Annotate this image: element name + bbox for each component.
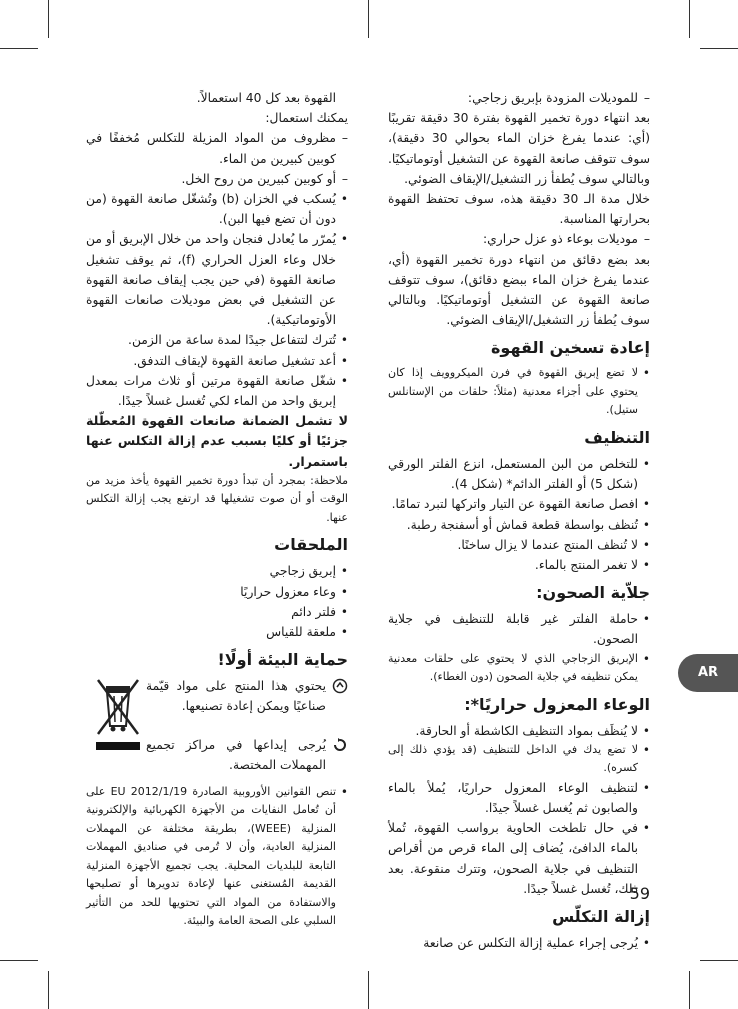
crop-mark — [689, 971, 690, 1009]
environment-text-2: يُرجى إيداعها في مراكز تجميع المهملات المختصة. — [146, 737, 326, 772]
list-item: • لا تغمر المنتج بالماء. — [388, 555, 650, 575]
descale-option-1: – مظروف من المواد المزيلة للتكلس مُخففًا في كوبين كبيرين من الماء. — [86, 128, 348, 168]
list-item: • الإبريق الزجاجي الذي لا يحتوي على حلقات معدنية يمكن تنظيفه في جلاية الصحون (دون الغطاء). — [388, 650, 650, 687]
thermal-list — [388, 721, 650, 899]
dishwasher-title: جلاّية الصحون: — [536, 583, 650, 603]
cleaning-list — [388, 454, 650, 575]
list-item: • لا تضع إبريق القهوة في فرن الميكروويف إذا كان يحتوي على أجزاء معدنية (مثلاً: حلقات من الإستانلس ستيل). — [388, 364, 650, 420]
descale-title: إزالة التكلّس — [552, 906, 650, 926]
list-item: • حاملة الفلتر غير قابلة للتنظيف في جلاية الصحون. — [388, 609, 650, 649]
crop-mark — [700, 960, 738, 961]
list-item: • لا يُنظَف بمواد التنظيف الكاشطة أو الحارقة. — [388, 721, 650, 741]
list-item: • للتخلص من البن المستعمل، انزع الفلتر الورقي (شكل 5) أو الفلتر الدائم* (شكل 4). — [388, 454, 650, 494]
crop-mark — [48, 971, 49, 1009]
left-column — [86, 88, 348, 931]
list-item: • شغّل صانعة القهوة مرتين أو ثلاث مرات بمعدل إبريق واحد من الماء لكي تُغسل غسلاً جيدًا. — [86, 371, 348, 411]
environment-title: حماية البيئة أولًا! — [217, 650, 348, 670]
accessories-list — [86, 561, 348, 642]
descale-continued: القهوة بعد كل 40 استعمالاً. — [196, 91, 336, 105]
list-item: • تنص القوانين الأوروبية الصادرة EU 2012/1/19 على أن تُعامل النفايات من الأجهزة الكهربائية والإلكترونية المنزلية (WEEE)، بطريقة مختلفة عن المهملات المنزلية العادية، وأن لا تُرمى في صناديق المهملات التابعة للبلديات المحلية. يجب تجميع الأجهزة المنزلية القديمة المُستغنى عنها لإعادة تدويرها أو تصليحها والاستفادة من المواد التي تحتويها للحد من التأثير السلبي على الصحة العامة والبيئة. — [86, 783, 348, 931]
note-text: ملاحظة: بمجرد أن تبدأ دورة تخمير القهوة يأخذ مزيد من الوقت أو أن صوت تشغيلها قد ارتفع يجب إزالة التكلس عنها. — [86, 473, 348, 524]
list-item: • يُسكب في الخزان (b) وتُشغّل صانعة القهوة (من دون أن تضع فيها البن). — [86, 189, 348, 229]
list-item: • تُنظف بواسطة قطعة قماش أو أسفنجة رطبة. — [388, 515, 650, 535]
list-item: • افصل صانعة القهوة عن التيار واتركها لتبرد تمامًا. — [388, 494, 650, 514]
list-item: • فلتر دائم — [86, 602, 348, 622]
glass-jug-heading: – للموديلات المزودة بإبريق زجاجي: — [388, 88, 650, 108]
right-column — [388, 88, 650, 953]
environment-block — [86, 676, 348, 775]
descale-option-2: – أو كوبين كبيرين من روح الخل. — [86, 169, 348, 189]
dishwasher-list — [388, 609, 650, 686]
glass-jug-text-2: خلال مدة الـ 30 دقيقة هذه، سوف تحتفظ القهوة بحرارتها المناسبة. — [388, 192, 650, 227]
cleaning-title: التنظيف — [584, 427, 650, 447]
reheat-title: إعادة تسخين القهوة — [490, 338, 650, 358]
glass-jug-text: بعد انتهاء دورة تخمير القهوة بفترة 30 دقيقة تقريبًا (أي: عندما يفرغ خزان الماء بحوالي 30 دقيقة)، سوف تتوقف صانعة القهوة عن التشغيل أوتوماتيكيًا. وبالتالي سوف يُطفأ زر التشغيل/الإيقاف الضوئي. — [388, 111, 650, 186]
list-item: • يُرجى إجراء عملية إزالة التكلس عن صانعة — [388, 933, 650, 953]
you-can-use: يمكنك استعمال: — [265, 111, 348, 126]
crossed-bin-icon — [86, 676, 146, 756]
list-item: • لا تُنظف المنتج عندما لا يزال ساخنًا. — [388, 535, 650, 555]
descale-list — [388, 933, 650, 953]
list-item: • أعد تشغيل صانعة القهوة لإيقاف التدفق. — [86, 351, 348, 371]
crop-mark — [48, 0, 49, 38]
list-item: • تُترك لتتفاعل جيدًا لمدة ساعة من الزمن. — [86, 330, 348, 350]
crop-mark — [0, 48, 38, 49]
descale-steps — [86, 189, 348, 411]
crop-mark — [368, 971, 369, 1009]
thermal-container-title: الوعاء المعزول حراريًا*: — [464, 694, 650, 714]
recycle-info-icon — [332, 678, 348, 700]
list-item: • لا تضع يدك في الداخل للتنظيف (قد يؤدي ذلك إلى كسره). — [388, 741, 650, 778]
recycle-arrow-icon — [332, 737, 348, 759]
reheat-list — [388, 364, 650, 420]
accessories-title: الملحقات — [274, 535, 348, 555]
crop-mark — [368, 0, 369, 38]
eu-directive-list — [86, 783, 348, 931]
list-item: • إبريق زجاجي — [86, 561, 348, 581]
page-number: 59 — [629, 884, 650, 903]
list-item: • في حال تلطخت الحاوية برواسب القهوة، تُملأ بالماء الدافئ، يُضاف إلى الماء قرص من أقراص التنظيف في جلاية الصحون، وتترك منقوعة. بعد ذلك، تُغسل غسلاً جيدًا. — [388, 818, 650, 899]
list-item: • وعاء معزول حراريًا — [86, 582, 348, 602]
language-tab: AR — [678, 654, 738, 692]
list-item: • لتنظيف الوعاء المعزول حراريًا، يُملأ بالماء والصابون ثم يُغسل غسلاً جيدًا. — [388, 778, 650, 818]
crop-mark — [689, 0, 690, 38]
thermal-text: بعد بضع دقائق من انتهاء دورة تخمير القهوة (أي، عندما يفرغ خزان الماء ببضع دقائق)، سوف تتوقف صانعة القهوة عن التشغيل أوتوماتيكيًا. وبالتالي سوف يُطفأ زر التشغيل/الإيقاف الضوئي. — [388, 252, 650, 328]
thermal-heading: – موديلات بوعاء ذو عزل حراري: — [388, 229, 650, 249]
list-item: • ملعقة للقياس — [86, 622, 348, 642]
warranty-notice: لا تشمل الضمانة صانعات القهوة المُعطّلة جزئيًا أو كليًا بسبب عدم إزالة التكلس عنها باستمرار. — [86, 413, 348, 469]
environment-text-1: يحتوي هذا المنتج على مواد قيّمة صناعيًا ويمكن إعادة تصنيعها. — [146, 679, 326, 714]
crop-mark — [0, 960, 38, 961]
list-item: • يُمرّر ما يُعادل فنجان واحد من خلال الإبريق أو من خلال وعاء العزل الحراري (f)، ثم يوقف تشغيل صانعة القهوة (في حين يجب إيقاف صانعة القهوة عن التشغيل في بعض موديلات صانعات القهوة الأوتوماتيكية). — [86, 229, 348, 330]
crop-mark — [700, 48, 738, 49]
